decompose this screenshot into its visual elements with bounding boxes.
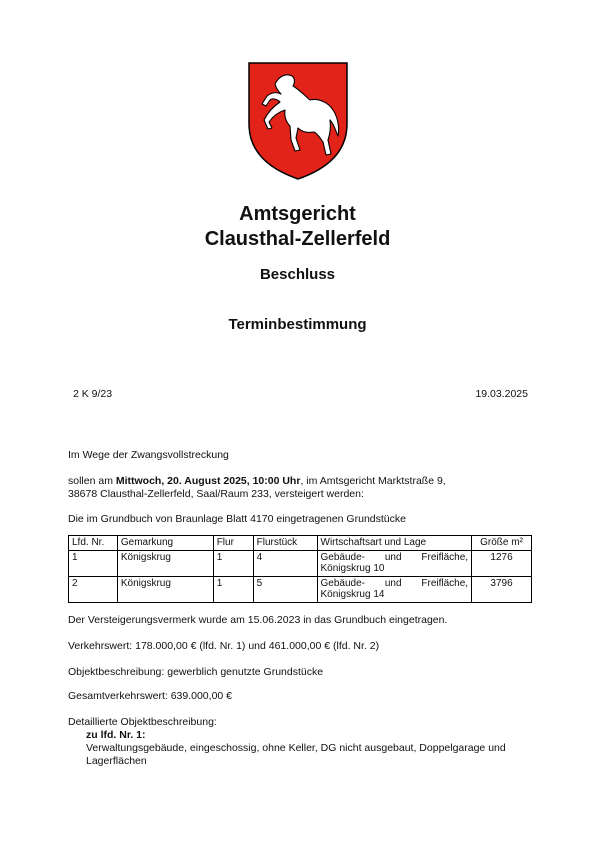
court-title xyxy=(0,202,595,252)
cell-gemarkung: Königskrug xyxy=(117,550,213,576)
termin-prefix: sollen am xyxy=(68,475,116,487)
cell-gemarkung: Königskrug xyxy=(117,576,213,602)
cell-wirtschaftsart: Gebäude- und Freifläche, Königskrug 10 xyxy=(317,550,472,576)
objektbeschreibung-paragraph: Objektbeschreibung: gewerblich genutzte Grundstücke xyxy=(68,666,324,678)
gesamtverkehrswert-paragraph: Gesamtverkehrswert: 639.000,00 € xyxy=(68,690,233,702)
detail-sub-heading: zu lfd. Nr. 1: xyxy=(86,729,146,741)
cell-lfd-nr: 2 xyxy=(69,576,118,602)
document-date: 19.03.2025 xyxy=(475,388,528,400)
intro-paragraph: Im Wege der Zwangsvollstreckung xyxy=(68,449,229,461)
cell-flurstueck: 4 xyxy=(253,550,317,576)
termin-paragraph xyxy=(68,475,530,501)
cell-flurstueck: 5 xyxy=(253,576,317,602)
document-type: Beschluss xyxy=(259,266,336,283)
col-header-lfd-nr: Lfd. Nr. xyxy=(69,536,118,551)
col-header-groesse: Größe m² xyxy=(472,536,532,551)
table-row xyxy=(69,576,532,602)
col-header-flurstueck: Flurstück xyxy=(253,536,317,551)
case-number: 2 K 9/23 xyxy=(73,388,113,400)
grundstuecke-table xyxy=(68,535,532,603)
col-header-wirtschaftsart: Wirtschaftsart und Lage xyxy=(317,536,472,551)
col-header-gemarkung: Gemarkung xyxy=(117,536,213,551)
termin-location: 38678 Clausthal-Zellerfeld, Saal/Raum 233, versteigert werden: xyxy=(68,488,364,500)
vermerk-paragraph: Der Versteigerungsvermerk wurde am 15.06.2023 in das Grundbuch eingetragen. xyxy=(68,614,448,626)
termin-suffix: , im Amtsgericht Marktstraße 9, xyxy=(300,475,446,487)
termin-date: Mittwoch, 20. August 2025, 10:00 Uhr xyxy=(115,475,301,487)
cell-groesse: 3796 xyxy=(472,576,532,602)
detail-line-2: Lagerflächen xyxy=(86,755,147,767)
niedersachsen-horse-crest-icon xyxy=(248,62,348,180)
document-subject: Terminbestimmung xyxy=(228,316,367,333)
verkehrswert-paragraph: Verkehrswert: 178.000,00 € (lfd. Nr. 1) und 461.000,00 € (lfd. Nr. 2) xyxy=(68,640,380,652)
court-name-line2: Clausthal-Zellerfeld xyxy=(204,228,391,250)
cell-groesse: 1276 xyxy=(472,550,532,576)
table-row xyxy=(69,550,532,576)
detail-heading: Detaillierte Objektbeschreibung: xyxy=(68,716,217,728)
cell-flur: 1 xyxy=(213,576,253,602)
table-header-row xyxy=(69,536,532,551)
cell-flur: 1 xyxy=(213,550,253,576)
cell-lfd-nr: 1 xyxy=(69,550,118,576)
grundbuch-paragraph: Die im Grundbuch von Braunlage Blatt 4170 eingetragenen Grundstücke xyxy=(68,513,406,525)
detail-line-1: Verwaltungsgebäude, eingeschossig, ohne Keller, DG nicht ausgebaut, Doppelgarage und xyxy=(86,742,506,754)
detail-description xyxy=(68,716,530,768)
col-header-flur: Flur xyxy=(213,536,253,551)
cell-wirtschaftsart: Gebäude- und Freifläche, Königskrug 14 xyxy=(317,576,472,602)
court-name-line1: Amtsgericht xyxy=(239,203,356,225)
